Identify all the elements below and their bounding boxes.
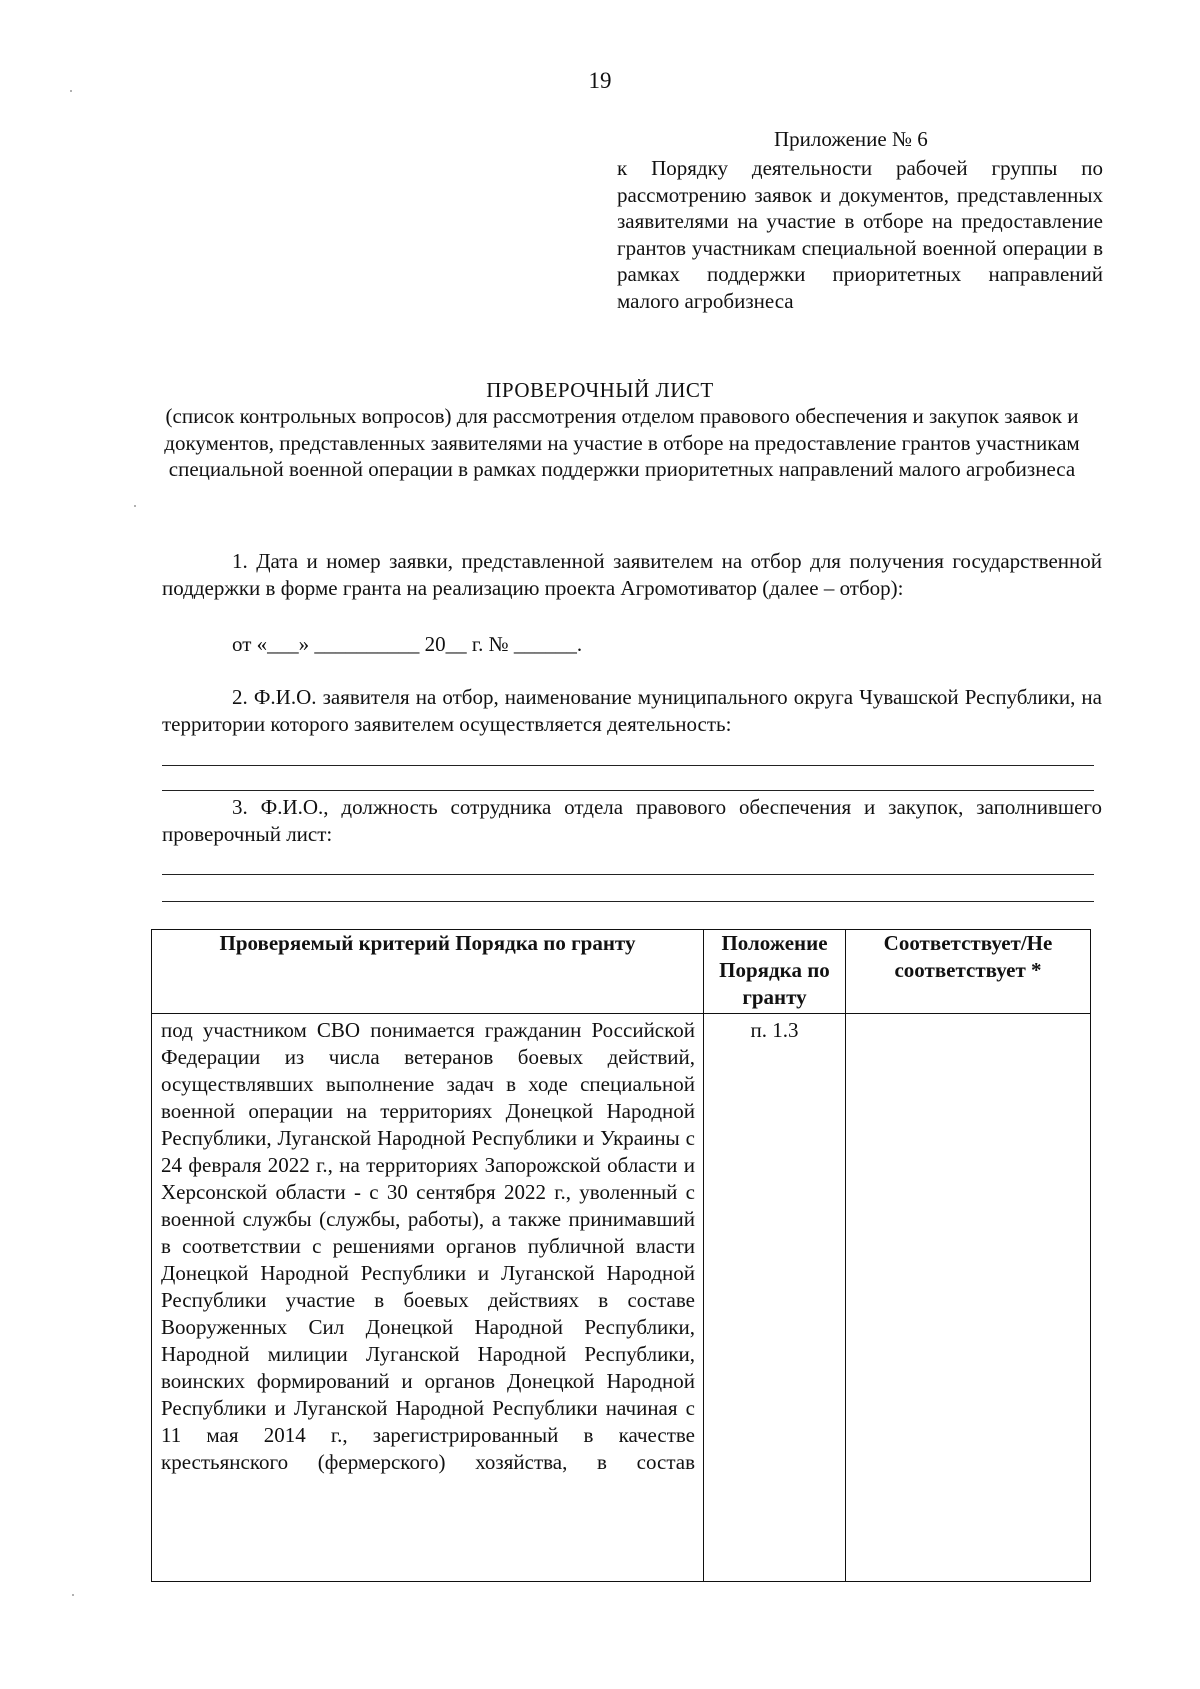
fill-line-employee-2 [162, 901, 1094, 902]
item-1-date-line: от «___» __________ 20__ г. № ______. [232, 632, 583, 656]
item-3-text: 3. Ф.И.О., должность сотрудника отдела правового обеспечения и закупок, заполнившего проверочный лист: [162, 795, 1102, 846]
item-2-paragraph [162, 684, 1102, 737]
document-title: ПРОВЕРОЧНЫЙ ЛИСТ [486, 378, 714, 402]
checklist-table [151, 929, 1091, 1582]
scan-speck [70, 90, 72, 92]
scan-speck [134, 505, 136, 507]
compliance-cell[interactable] [846, 1014, 1091, 1582]
annex-body: к Порядку деятельности рабочей группы по рассмотрению заявок и документов, представленных заявителями на участие в отборе на предоставление грантов участникам специальной военной операции в рамках поддержки приоритетных направлений малого агробизнеса [617, 156, 1103, 313]
header-compliance: Соответствует/Не соответствует * [846, 930, 1091, 1014]
fill-line-applicant-2 [162, 790, 1094, 791]
item-1-paragraph [162, 548, 1102, 601]
document-subtitle: (список контрольных вопросов) для рассмотрения отделом правового обеспечения и закупок заявок и документов, представленных заявителями на участие в отборе на предоставление грантов участникам специальной военной операции в рамках поддержки приоритетных направлений малого агробизнеса [164, 404, 1080, 481]
fill-line-applicant-1 [162, 765, 1094, 766]
position-cell: п. 1.3 [704, 1014, 846, 1582]
page-number: 19 [588, 68, 612, 93]
item-1-text: 1. Дата и номер заявки, представленной заявителем на отбор для получения государственной поддержки в форме гранта на реализацию проекта Агромотиватор (далее – отбор): [162, 549, 1102, 600]
item-2-text: 2. Ф.И.О. заявителя на отбор, наименование муниципального округа Чувашской Республики, на территории которого заявителем осуществляется деятельность: [162, 685, 1102, 736]
scan-speck [72, 1594, 74, 1596]
fill-line-employee-1 [162, 874, 1094, 875]
item-3-paragraph [162, 794, 1102, 847]
table-row [152, 1014, 1091, 1582]
annex-title: Приложение № 6 [774, 127, 928, 151]
header-position: Положение Порядка по гранту [704, 930, 846, 1014]
criterion-cell: под участником СВО понимается гражданин Российской Федерации из числа ветеранов боевых действий, осуществлявших выполнение задач в ходе специальной военной операции на территориях Донецкой Народной Республики, Луганской Народной Республики и Украины с 24 февраля 2022 г., на территориях Запорожской области и Херсонской области - с 30 сентября 2022 г., уволенный с военной службы (службы, работы), а также принимавший в соответствии с решениями органов публичной власти Донецкой Народной Республики и Луганской Народной Республики участие в боевых действиях в составе Вооруженных Сил Донецкой Народной Республики, Народной милиции Луганской Народной Республики, воинских формирований и органов Донецкой Народной Республики и Луганской Народной Республики начиная с 11 мая 2014 г., зарегистрированный в качестве крестьянского (фермерского) хозяйства, в состав [152, 1014, 704, 1582]
header-criterion: Проверяемый критерий Порядка по гранту [152, 930, 704, 1014]
